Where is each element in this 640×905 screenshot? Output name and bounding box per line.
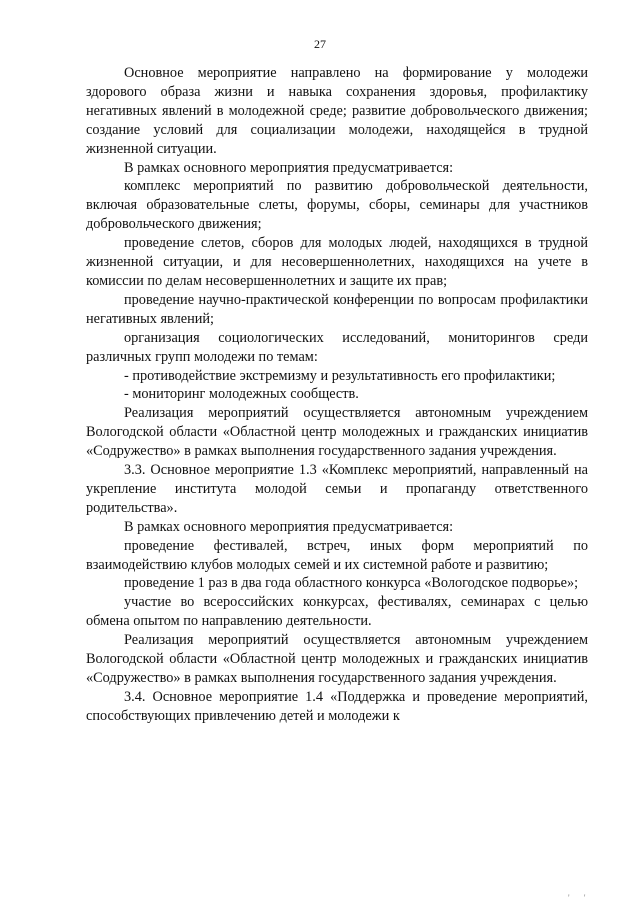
paragraph-implementation: Реализация мероприятий осуществляется автономным учреждением Вологодской области «Областной центр молодежных и гражданских инициатив «Содружество» в рамках выполнения государственного задания учреждения. (86, 405, 588, 460)
document-body (86, 64, 588, 726)
paragraph-program-goal: Основное мероприятие направлено на формирование у молодежи здорового образа жизни и навыка сохранения здоровья, профилактику негативных явлений в молодежной среде; развитие добровольческого движения; создание условий для социализации молодежи, находящейся в трудной жизненной ситуации. (86, 65, 588, 157)
paragraph-conference: проведение научно-практической конференции по вопросам профилактики негативных явлений; (86, 291, 588, 327)
paragraph-rallies: проведение слетов, сборов для молодых людей, находящихся в трудной жизненной ситуации, и для несовершеннолетних, находящихся на учете в комиссии по делам несовершеннолетних и защите их прав; (86, 235, 588, 289)
paragraph-research: организация социологических исследований, мониторингов среди различных групп молодежи по темам: (86, 329, 588, 365)
page-number: 27 (314, 37, 326, 51)
paragraph-participation: участие во всероссийских конкурсах, фестивалях, семинарах с целью обмена опытом по направлению деятельности. (86, 594, 588, 630)
paragraph-provisions-intro-2: В рамках основного мероприятия предусматривается: (124, 518, 454, 535)
paragraph-provisions-intro: В рамках основного мероприятия предусматривается: (124, 159, 454, 176)
list-item-monitoring: - мониторинг молодежных сообществ. (124, 386, 359, 403)
paragraph-section-3-3: 3.3. Основное мероприятие 1.3 «Комплекс мероприятий, направленный на укрепление института молодой семьи и пропаганду ответственного родительства». (86, 462, 588, 516)
paragraph-festivals: проведение фестивалей, встреч, иных форм мероприятий по взаимодействию клубов молодых семей и их системной работе и развитию; (86, 537, 588, 573)
paragraph-volunteer-complex: комплекс мероприятий по развитию добровольческой деятельности, включая образовательные слеты, форумы, сборы, семинары для участников добровольческого движения; (86, 178, 588, 233)
paragraph-contest: проведение 1 раз в два года областного конкурса «Вологодское подворье»; (124, 575, 579, 592)
paragraph-section-3-4: 3.4. Основное мероприятие 1.4 «Поддержка и проведение мероприятий, способствующих привлечению детей и молодежи к (86, 688, 588, 724)
paragraph-implementation-2: Реализация мероприятий осуществляется автономным учреждением Вологодской области «Областной центр молодежных и гражданских инициатив «Содружество» в рамках выполнения государственного задания учреждения. (86, 632, 588, 686)
scan-corner-mark: ' ' (568, 893, 592, 903)
list-item-extremism: - противодействие экстремизму и результативность его профилактики; (124, 367, 556, 384)
